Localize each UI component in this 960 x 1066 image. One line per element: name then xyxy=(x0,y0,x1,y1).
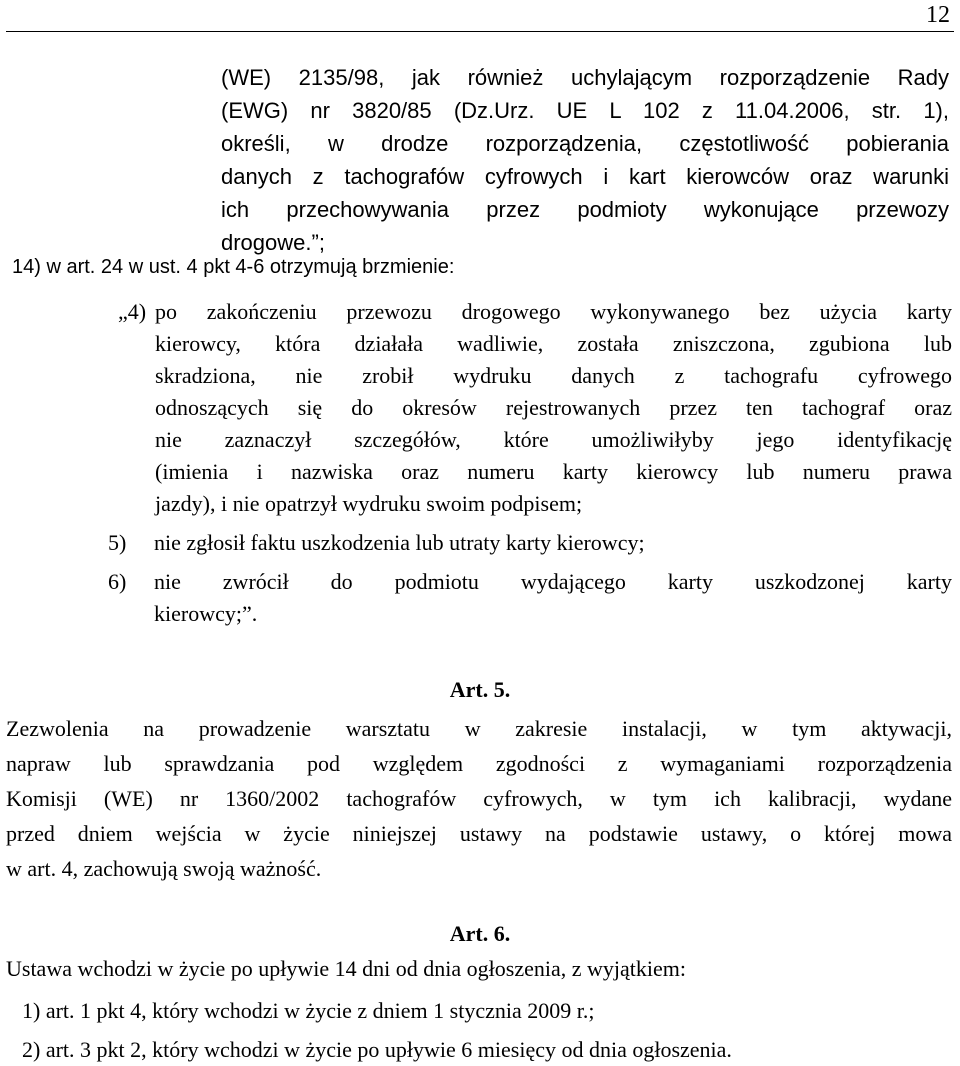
article-5-heading: Art. 5. xyxy=(449,677,511,702)
text-line: nie zwrócił do podmiotu wydającego karty uszkodzonej karty xyxy=(154,569,952,594)
sub-item-number: 5) xyxy=(108,530,127,555)
article-6-heading: Art. 6. xyxy=(449,921,511,946)
page-number: 12 xyxy=(926,2,950,28)
header-rule xyxy=(6,31,954,32)
item-14: 14) w art. 24 w ust. 4 pkt 4-6 otrzymują brzmienie: xyxy=(12,256,455,278)
article-6-item-1: 1) art. 1 pkt 4, który wchodzi w życie z dniem 1 stycznia 2009 r.; xyxy=(22,998,595,1023)
text-line: określi, w drodze rozporządzenia, częstotliwość pobierania xyxy=(221,131,949,156)
text-line: drogowe.”; xyxy=(221,230,325,255)
text-line: kierowcy, która działała wadliwie, została zniszczona, zgubiona lub xyxy=(155,331,952,356)
sub-item-5 xyxy=(108,527,952,559)
sub-item-number: „4) xyxy=(118,299,147,324)
text-line: Zezwolenia na prowadzenie warsztatu w zakresie instalacji, w tym aktywacji, xyxy=(6,716,952,741)
text-line: (EWG) nr 3820/85 (Dz.Urz. UE L 102 z 11.04.2006, str. 1), xyxy=(221,98,949,123)
sub-item-6 xyxy=(108,566,952,630)
text-line: ich przechowywania przez podmioty wykonujące przewozy xyxy=(221,197,949,222)
text-line: nie zgłosił faktu uszkodzenia lub utraty karty kierowcy; xyxy=(154,530,645,555)
text-line: (imienia i nazwiska oraz numeru karty kierowcy lub numeru prawa xyxy=(155,459,952,484)
sub-item-body xyxy=(154,566,952,630)
text-line: napraw lub sprawdzania pod względem zgodności z wymaganiami rozporządzenia xyxy=(6,751,952,776)
text-line: jazdy), i nie opatrzył wydruku swoim podpisem; xyxy=(155,491,583,516)
text-line: odnoszących się do okresów rejestrowanych przez ten tachograf oraz xyxy=(155,395,952,420)
quoted-amendment-text xyxy=(221,61,949,259)
sub-item-body xyxy=(155,296,952,520)
article-6-intro: Ustawa wchodzi w życie po upływie 14 dni od dnia ogłoszenia, z wyjątkiem: xyxy=(6,956,686,981)
sub-item-4 xyxy=(118,296,952,520)
sub-item-number: 6) xyxy=(108,569,127,594)
article-5-paragraph xyxy=(6,711,952,886)
text-line: (WE) 2135/98, jak również uchylającym rozporządzenie Rady xyxy=(221,65,949,90)
text-line: po zakończeniu przewozu drogowego wykonywanego bez użycia karty xyxy=(155,299,952,324)
sub-item-body xyxy=(154,527,952,559)
text-line: skradziona, nie zrobił wydruku danych z tachografu cyfrowego xyxy=(155,363,952,388)
article-6-item-2: 2) art. 3 pkt 2, który wchodzi w życie po upływie 6 miesięcy od dnia ogłoszenia. xyxy=(22,1037,732,1062)
text-line: Komisji (WE) nr 1360/2002 tachografów cyfrowych, w tym ich kalibracji, wydane xyxy=(6,786,952,811)
text-line: danych z tachografów cyfrowych i kart kierowców oraz warunki xyxy=(221,164,949,189)
text-line: nie zaznaczył szczegółów, które umożliwiłyby jego identyfikację xyxy=(155,427,952,452)
text-line: przed dniem wejścia w życie niniejszej ustawy na podstawie ustawy, o której mowa xyxy=(6,821,952,846)
text-line: w art. 4, zachowują swoją ważność. xyxy=(6,856,322,881)
text-line: kierowcy;”. xyxy=(154,601,258,626)
